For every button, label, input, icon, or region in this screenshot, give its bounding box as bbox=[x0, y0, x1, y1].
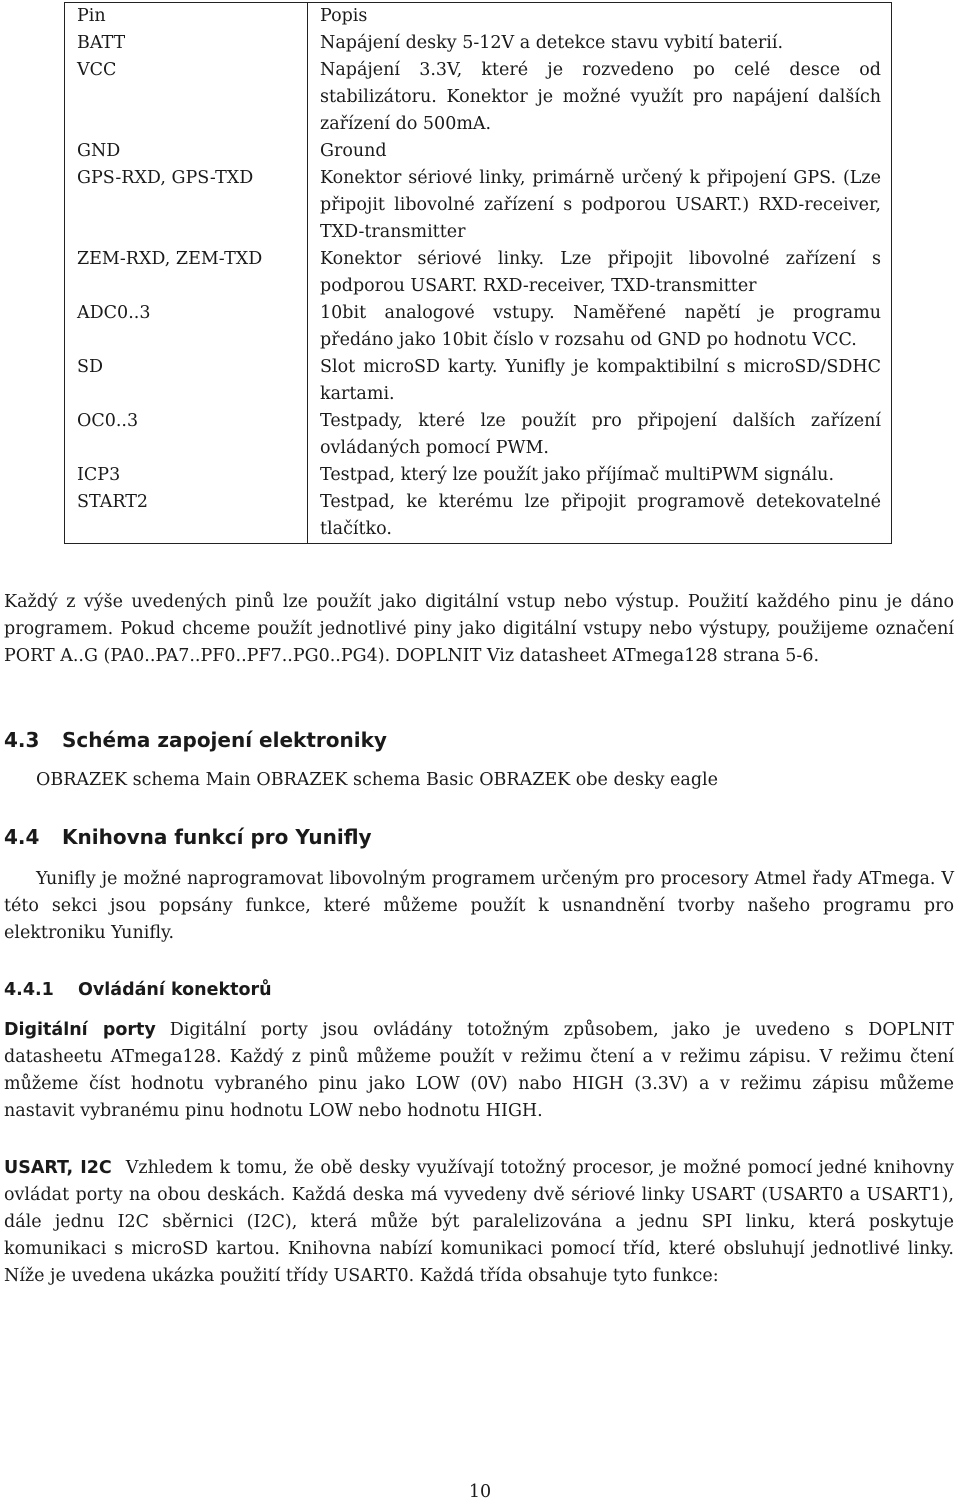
section-heading-4-3 bbox=[4, 728, 387, 752]
section-number: 4.4 bbox=[4, 825, 40, 849]
description-cell: Testpad, ke kterému lze připojit programově detekovatelné tlačítko. bbox=[320, 492, 881, 539]
description-cell: Slot microSD karty. Yunifly je kompaktibilní s microSD/SDHC kartami. bbox=[320, 357, 881, 404]
description-column-header: Popis bbox=[320, 6, 368, 26]
paragraph-body: Digitální porty jsou ovládány totožným způsobem, jako je uvedeno s DOPLNIT datasheetu ATmega128. Každý z pinů můžeme použít v režimu čtení a v režimu zápisu. V režimu čtení můžeme číst hodnotu vybraného pinu jako LOW (0V) nabo HIGH (3.3V) a v režimu zápisu můžeme nastavit vybranému pinu hodnotu LOW nebo hodnotu HIGH. bbox=[4, 1020, 954, 1121]
pin-cell: BATT bbox=[65, 30, 308, 57]
subsection-heading-4-4-1 bbox=[4, 980, 272, 1000]
table-row bbox=[65, 408, 892, 462]
page-number: 10 bbox=[468, 1482, 492, 1502]
description-cell: 10bit analogové vstupy. Naměřené napětí je programu předáno jako 10bit číslo v rozsahu od GND po hodnotu VCC. bbox=[320, 303, 881, 350]
section-title: Knihovna funkcí pro Yunifly bbox=[62, 825, 372, 849]
pin-cell: ADC0..3 bbox=[65, 300, 308, 354]
pin-cell: OC0..3 bbox=[65, 408, 308, 462]
table-row bbox=[65, 462, 892, 489]
subsection-title: Ovládání konektorů bbox=[78, 980, 272, 1000]
pin-cell: SD bbox=[65, 354, 308, 408]
digital-ports-paragraph bbox=[4, 1017, 954, 1125]
description-cell: Napájení desky 5-12V a detekce stavu vybití baterií. bbox=[320, 33, 784, 53]
section-4-4-body: Yunifly je možné naprogramovat libovolným programem určeným pro procesory Atmel řady ATmega. V této sekci jsou popsány funkce, které můžeme použít k usnandnění tvorby našeho programu pro elektroniku Yunifly. bbox=[4, 869, 954, 943]
description-cell: Konektor sériové linky. Lze připojit libovolné zařízení s podporou USART. RXD-receiver, TXD-transmitter bbox=[320, 249, 881, 296]
pin-table-header bbox=[65, 3, 892, 31]
description-cell: Testpad, který lze použít jako příjímač multiPWM signálu. bbox=[320, 465, 835, 485]
paragraph-body: Vzhledem k tomu, že obě desky využívají totožný procesor, je možné pomocí jedné knihovny ovládat porty na obou deskách. Každá deska má vyvedeny dvě sériové linky USART (USART0 a USART1), dále jednu I2C sběrnici (I2C), která může být paralelizována a jednu SPI linku, která poskytuje komunikaci s microSD kartou. Knihovna nabízí komunikaci pomocí tříd, které obsluhují jednotlivé linky. Níže je uvedena ukázka použití třídy USART0. Každá třída obsahuje tyto funkce: bbox=[4, 1158, 954, 1286]
section-4-3-body: OBRAZEK schema Main OBRAZEK schema Basic OBRAZEK obe desky eagle bbox=[36, 770, 718, 790]
pin-table bbox=[64, 2, 892, 544]
pins-paragraph: Každý z výše uvedených pinů lze použít jako digitální vstup nebo výstup. Použití každého pinu je dáno programem. Pokud chceme použít jednotlivé piny jako digitální vstupy nebo výstupy, použijeme označení PORT A..G (PA0..PA7..PF0..PF7..PG0..PG4). DOPLNIT Viz datasheet ATmega128 strana 5-6. bbox=[4, 592, 954, 666]
pin-cell: GPS-RXD, GPS-TXD bbox=[65, 165, 308, 246]
description-cell: Napájení 3.3V, které je rozvedeno po celé desce od stabilizátoru. Konektor je možné využít pro napájení dalších zařízení do 500mA. bbox=[320, 60, 881, 134]
table-row bbox=[65, 30, 892, 57]
section-number: 4.3 bbox=[4, 728, 40, 752]
paragraph-heading: USART, I2C bbox=[4, 1158, 112, 1178]
description-cell: Ground bbox=[320, 141, 387, 161]
description-cell: Testpady, které lze použít pro připojení dalších zařízení ovládaných pomocí PWM. bbox=[320, 411, 881, 458]
usart-i2c-paragraph bbox=[4, 1155, 954, 1290]
paragraph-heading: Digitální porty bbox=[4, 1020, 156, 1040]
subsection-number: 4.4.1 bbox=[4, 980, 54, 1000]
pin-cell: GND bbox=[65, 138, 308, 165]
table-row bbox=[65, 354, 892, 408]
pin-column-header: Pin bbox=[65, 3, 308, 31]
section-title: Schéma zapojení elektroniky bbox=[62, 728, 387, 752]
description-cell: Konektor sériové linky, primárně určený k připojení GPS. (Lze připojit libovolné zařízení s podporou USART.) RXD-receiver, TXD-transmitter bbox=[320, 168, 881, 242]
table-row bbox=[65, 489, 892, 544]
table-row bbox=[65, 165, 892, 246]
pin-cell: START2 bbox=[65, 489, 308, 544]
table-row bbox=[65, 300, 892, 354]
section-heading-4-4 bbox=[4, 825, 372, 849]
pin-cell: VCC bbox=[65, 57, 308, 138]
pin-cell: ZEM-RXD, ZEM-TXD bbox=[65, 246, 308, 300]
table-row bbox=[65, 246, 892, 300]
table-row bbox=[65, 57, 892, 138]
pin-cell: ICP3 bbox=[65, 462, 308, 489]
table-row bbox=[65, 138, 892, 165]
